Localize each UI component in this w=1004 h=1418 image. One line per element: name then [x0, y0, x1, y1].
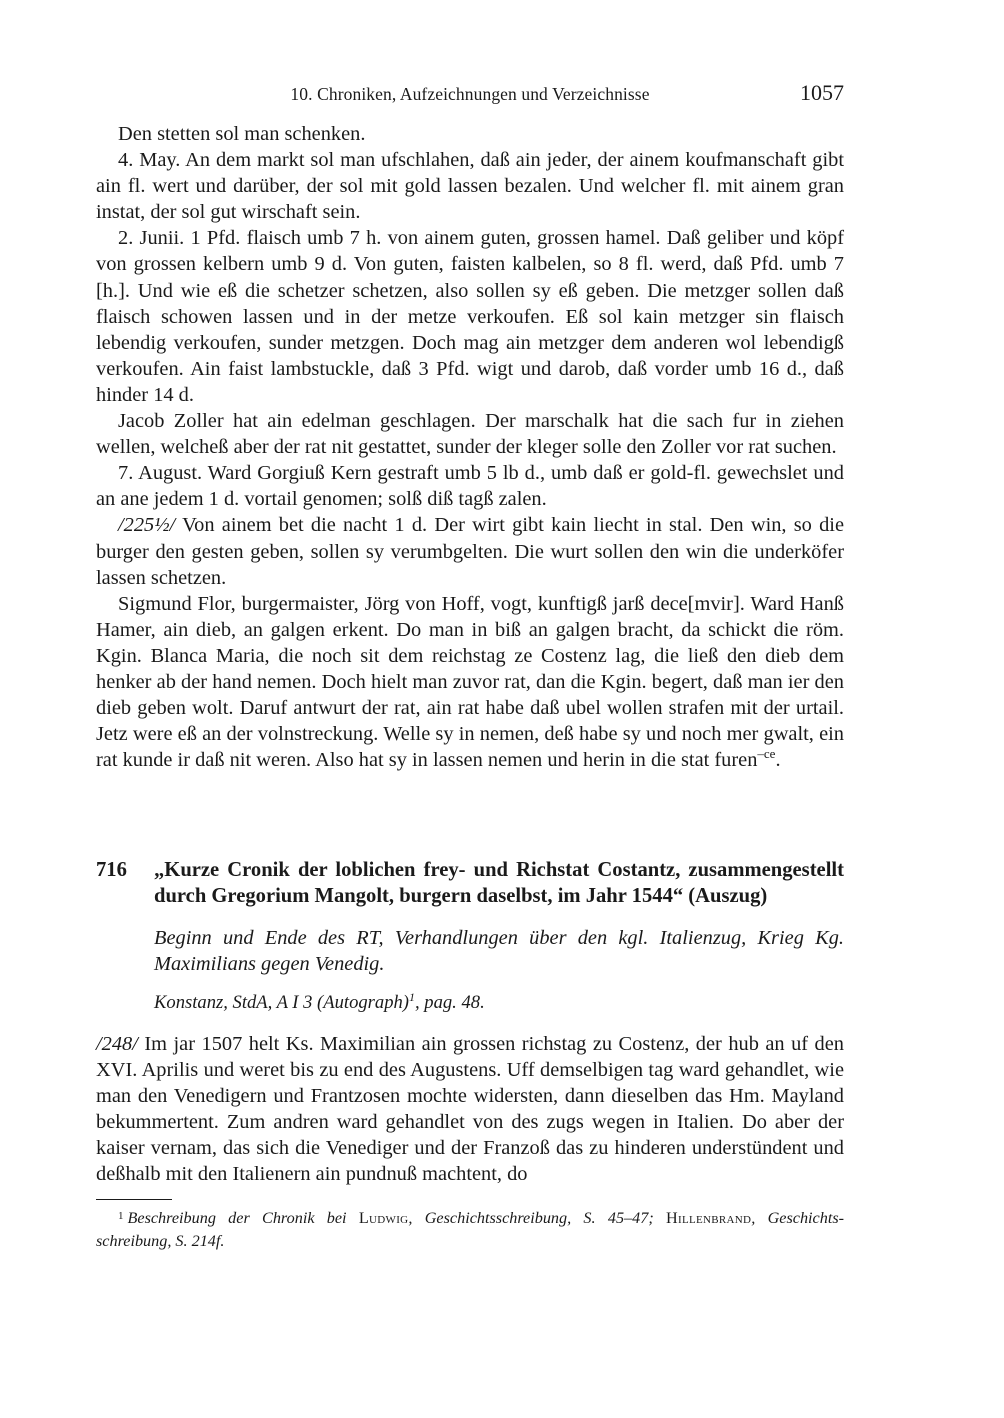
running-title: 10. Chroniken, Aufzeichnungen und Verzeichnisse	[290, 84, 650, 104]
chronicle-text	[96, 1031, 844, 1188]
paragraph-5: 7. August. Ward Gorgiuß Kern gestraft umb 5 lb d., umb daß er gold-fl. gewechslet und an ane jedem 1 d. vortail genomen; solß diß tagß zalen.	[96, 462, 844, 511]
footnote-text-3: , Geschichts-schreibung, S. 214f.	[96, 1209, 845, 1250]
chronicle-paragraph	[96, 1031, 844, 1188]
page-number: 1057	[800, 80, 844, 105]
paragraph-6-text: Von ainem bet die nacht 1 d. Der wirt gibt kain liecht in stal. Den win, so die burger den gesten geben, sollen sy verumbgelten. Die wurt sollen den win die underköfer lassen schetzen.	[96, 514, 844, 589]
source-page: , pag. 48.	[414, 992, 485, 1013]
footnote-divider	[96, 1199, 172, 1200]
document-entry	[96, 857, 844, 1015]
footnote-author-1: Ludwig	[358, 1209, 409, 1227]
paragraph-7-end: .	[775, 749, 781, 772]
entry-number: 716	[96, 859, 127, 881]
footnote-reference[interactable]: 1	[408, 989, 415, 1004]
source-text: Konstanz, StdA, A I 3 (Autograph)	[154, 992, 409, 1013]
footnotes	[96, 1208, 844, 1252]
paragraph-7-text: Sigmund Flor, burgermaister, Jörg von Hoff, vogt, kunftigß jarß dece[mvir]. Ward Hanß Hamer, ain dieb, an galgen erkent. Do man in biß an galgen bracht, da schickt die röm. Kgin. Blanca Maria, die noch sit dem reichstag ze Costenz lag, die ließ den dieb dem henker ab der hand nemen. Doch hielt man zuvor rat, dan die Kgin. begert, daß man ier den dieb geben wolt. Daruf antwurt der rat, ain rat habe daß ubel wollen strafen mit der urtail. Jetz were eß an der volnstreckung. Welle sy in nemen, deß habe sy und noch mer gwalt, ein rat kunde ir daß nit weren. Also hat sy in lassen nemen und herin in die stat furen	[96, 592, 844, 772]
main-text	[96, 121, 844, 773]
paragraph-7	[96, 591, 844, 774]
folio-marker: /225½/	[118, 514, 176, 537]
paragraph-4: Jacob Zoller hat ain edelman geschlagen. Der marschalk hat die sach fur in ziehen wellen, welcheß aber der rat nit gestattet, sunder der kleger solle den Zoller vor rat suchen.	[96, 410, 844, 459]
paragraph-2: 4. May. An dem markt sol man ufschlahen, daß ain jeder, der ainem koufmanschaft gibt ain fl. wert und darüber, der sol mit gold lassen bezalen. Und welcher fl. mit ainem gran instat, der sol gut wirschaft sein.	[96, 149, 844, 224]
paragraph-6	[96, 512, 844, 590]
footnote-1	[96, 1208, 844, 1252]
running-header	[96, 80, 844, 108]
apparatus-marker: –ce	[757, 746, 776, 762]
paragraph-1: Den stetten sol man schenken.	[118, 123, 366, 145]
chronicle-paragraph-text: Im jar 1507 helt Ks. Maximilian ain grossen richstag zu Costenz, der hub an uf den XVI. Aprilis und weret bis zu end des Augustens. Uff demselbigen tag ward gehandlet, wie man den Venedigern und Frantzosen mochte widersten, dann dieselben das Hm. Mayland bekummertent. Zum andren ward gehandlet von des zugs wegen in Italien. Do aber der kaiser vernam, das sich die Venediger und der Franzoß das zu hinderen understündent und deßhalb mit den Italienern ain pundnuß machtent, do	[96, 1033, 844, 1186]
footnote-text-1: Beschreibung der Chronik bei	[127, 1209, 359, 1227]
chronicle-folio-marker: /248/	[96, 1033, 138, 1055]
entry-title: „Kurze Cronik der loblichen frey- und Richstat Costantz, zusammengestellt durch Gregorium Mangolt, burgern daselbst, im Jahr 1544“ (Auszug)	[154, 859, 844, 907]
footnote-text-2: , Geschichtsschreibung, S. 45–47;	[408, 1209, 666, 1227]
footnote-author-2: Hillenbrand	[666, 1209, 752, 1227]
entry-source	[154, 991, 844, 1015]
entry-regest: Beginn und Ende des RT, Verhandlungen über den kgl. Italienzug, Krieg Kg. Maximilians gegen Venedig.	[154, 927, 844, 975]
paragraph-3: 2. Junii. 1 Pfd. flaisch umb 7 h. von ainem guten, grossen hamel. Daß geliber und köpf von grossen kelbern umb 9 d. Von guten, faisten kalbelen, so 8 fl. werd, daß Pfd. umb 7 [h.]. Und wie eß die schetzer schetzen, also sollen sy eß geben. Die metzger sollen daß flaisch schowen lassen und in der metze verkoufen. Eß sol kain metzger sin flaisch lebendig verkoufen, sunder metzgen. Doch mag ain metzger dem anderen wol lebendigß verkoufen. Ain faist lambstuckle, daß 3 Pfd. wigt und darob, daß vorder umb 16 d., daß hinder 14 d.	[96, 227, 844, 406]
footnote-mark: 1	[118, 1210, 124, 1222]
